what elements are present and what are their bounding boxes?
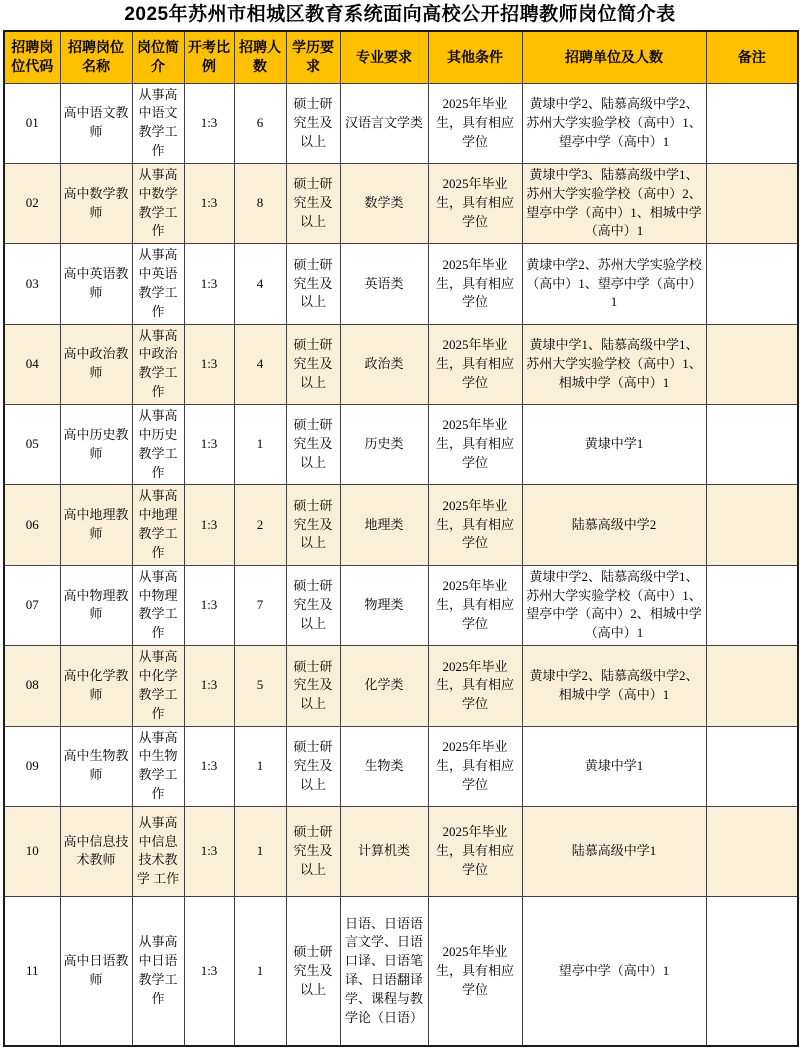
cell-code: 09 [4,726,60,806]
cell-ratio: 1:3 [184,405,234,485]
cell-ratio: 1:3 [184,896,234,1046]
cell-other: 2025年毕业生，具有相应学位 [428,646,522,726]
cell-remark [706,405,798,485]
cell-code: 10 [4,806,60,896]
cell-desc: 从事高中语文教学工作 [132,83,184,163]
cell-name: 高中地理教师 [60,485,132,565]
cell-other: 2025年毕业生，具有相应学位 [428,806,522,896]
cell-name: 高中数学教师 [60,163,132,243]
column-header-degree: 学历要求 [286,31,340,83]
cell-major: 生物类 [340,726,428,806]
cell-units: 黄埭中学1 [522,405,706,485]
cell-name: 高中物理教师 [60,565,132,645]
cell-desc: 从事高中英语教学工作 [132,244,184,324]
cell-desc: 从事高中数学教学工作 [132,163,184,243]
cell-code: 04 [4,324,60,404]
cell-degree: 硕士研究生及以上 [286,565,340,645]
cell-name: 高中历史教师 [60,405,132,485]
cell-major: 历史类 [340,405,428,485]
cell-count: 1 [234,806,286,896]
cell-count: 2 [234,485,286,565]
cell-other: 2025年毕业生，具有相应学位 [428,726,522,806]
cell-count: 7 [234,565,286,645]
table-row [4,806,798,896]
cell-units: 陆慕高级中学1 [522,806,706,896]
cell-degree: 硕士研究生及以上 [286,726,340,806]
cell-code: 07 [4,565,60,645]
cell-other: 2025年毕业生，具有相应学位 [428,405,522,485]
table-row [4,485,798,565]
cell-ratio: 1:3 [184,244,234,324]
cell-ratio: 1:3 [184,646,234,726]
cell-units: 黄埭中学2、陆慕高级中学1、苏州大学实验学校（高中）1、望亭中学（高中）2、相城中学（高中）1 [522,565,706,645]
column-header-ratio: 开考比例 [184,31,234,83]
table-row [4,163,798,243]
cell-ratio: 1:3 [184,806,234,896]
cell-remark [706,244,798,324]
cell-other: 2025年毕业生，具有相应学位 [428,485,522,565]
cell-other: 2025年毕业生，具有相应学位 [428,244,522,324]
cell-major: 日语、日语语言文学、日语口译、日语笔译、日语翻译学、课程与教学论（日语） [340,896,428,1046]
cell-count: 8 [234,163,286,243]
cell-count: 1 [234,405,286,485]
cell-remark [706,163,798,243]
column-header-desc: 岗位简介 [132,31,184,83]
table-row [4,726,798,806]
cell-ratio: 1:3 [184,163,234,243]
header-row [4,31,798,83]
cell-other: 2025年毕业生，具有相应学位 [428,896,522,1046]
cell-major: 数学类 [340,163,428,243]
column-header-code: 招聘岗位代码 [4,31,60,83]
cell-code: 03 [4,244,60,324]
cell-other: 2025年毕业生，具有相应学位 [428,83,522,163]
cell-ratio: 1:3 [184,726,234,806]
cell-remark [706,646,798,726]
cell-degree: 硕士研究生及以上 [286,646,340,726]
cell-other: 2025年毕业生，具有相应学位 [428,163,522,243]
cell-units: 望亭中学（高中）1 [522,896,706,1046]
cell-desc: 从事高中信息技术教学 工作 [132,806,184,896]
cell-units: 黄埭中学2、陆慕高级中学2、苏州大学实验学校（高中）1、望亭中学（高中）1 [522,83,706,163]
cell-remark [706,83,798,163]
cell-ratio: 1:3 [184,83,234,163]
column-header-units: 招聘单位及人数 [522,31,706,83]
cell-count: 4 [234,244,286,324]
cell-degree: 硕士研究生及以上 [286,405,340,485]
cell-count: 4 [234,324,286,404]
cell-units: 黄埭中学2、陆慕高级中学2、相城中学（高中）1 [522,646,706,726]
cell-name: 高中信息技术教师 [60,806,132,896]
cell-units: 黄埭中学3、陆慕高级中学1、苏州大学实验学校（高中）2、望亭中学（高中）1、相城中学（高中）1 [522,163,706,243]
cell-remark [706,565,798,645]
recruitment-table [3,30,799,1047]
cell-desc: 从事高中历史教学工作 [132,405,184,485]
cell-count: 1 [234,896,286,1046]
page-title: 2025年苏州市相城区教育系统面向高校公开招聘教师岗位简介表 [124,4,676,25]
cell-units: 黄埭中学1 [522,726,706,806]
cell-degree: 硕士研究生及以上 [286,896,340,1046]
cell-ratio: 1:3 [184,324,234,404]
table-row [4,896,798,1046]
cell-degree: 硕士研究生及以上 [286,324,340,404]
column-header-major: 专业要求 [340,31,428,83]
cell-remark [706,726,798,806]
cell-degree: 硕士研究生及以上 [286,83,340,163]
cell-remark [706,324,798,404]
cell-major: 政治类 [340,324,428,404]
cell-name: 高中语文教师 [60,83,132,163]
table-row [4,405,798,485]
cell-count: 5 [234,646,286,726]
cell-name: 高中政治教师 [60,324,132,404]
cell-remark [706,485,798,565]
cell-desc: 从事高中化学教学工作 [132,646,184,726]
cell-code: 01 [4,83,60,163]
cell-code: 11 [4,896,60,1046]
cell-count: 1 [234,726,286,806]
table-row [4,646,798,726]
cell-desc: 从事高中物理教学工作 [132,565,184,645]
cell-ratio: 1:3 [184,485,234,565]
cell-remark [706,896,798,1046]
cell-desc: 从事高中地理教学工作 [132,485,184,565]
column-header-name: 招聘岗位名称 [60,31,132,83]
table-row [4,244,798,324]
cell-other: 2025年毕业生，具有相应学位 [428,324,522,404]
cell-desc: 从事高中政治教学工作 [132,324,184,404]
cell-name: 高中生物教师 [60,726,132,806]
cell-major: 化学类 [340,646,428,726]
cell-code: 06 [4,485,60,565]
cell-name: 高中英语教师 [60,244,132,324]
cell-major: 英语类 [340,244,428,324]
cell-name: 高中日语教师 [60,896,132,1046]
cell-degree: 硕士研究生及以上 [286,244,340,324]
cell-name: 高中化学教师 [60,646,132,726]
cell-major: 计算机类 [340,806,428,896]
table-row [4,324,798,404]
column-header-remark: 备注 [706,31,798,83]
cell-count: 6 [234,83,286,163]
table-body [4,83,798,1046]
table-row [4,565,798,645]
cell-units: 黄埭中学1、陆慕高级中学1、苏州大学实验学校（高中）1、相城中学（高中）1 [522,324,706,404]
cell-code: 05 [4,405,60,485]
cell-desc: 从事高中日语教学工作 [132,896,184,1046]
cell-code: 08 [4,646,60,726]
cell-major: 物理类 [340,565,428,645]
cell-major: 汉语言文学类 [340,83,428,163]
cell-desc: 从事高中生物教学工作 [132,726,184,806]
cell-units: 黄埭中学2、苏州大学实验学校（高中）1、望亭中学（高中）1 [522,244,706,324]
cell-major: 地理类 [340,485,428,565]
cell-degree: 硕士研究生及以上 [286,806,340,896]
column-header-count: 招聘人数 [234,31,286,83]
column-header-other: 其他条件 [428,31,522,83]
cell-ratio: 1:3 [184,565,234,645]
cell-other: 2025年毕业生，具有相应学位 [428,565,522,645]
cell-code: 02 [4,163,60,243]
cell-remark [706,806,798,896]
cell-degree: 硕士研究生及以上 [286,163,340,243]
cell-degree: 硕士研究生及以上 [286,485,340,565]
table-row [4,83,798,163]
cell-units: 陆慕高级中学2 [522,485,706,565]
